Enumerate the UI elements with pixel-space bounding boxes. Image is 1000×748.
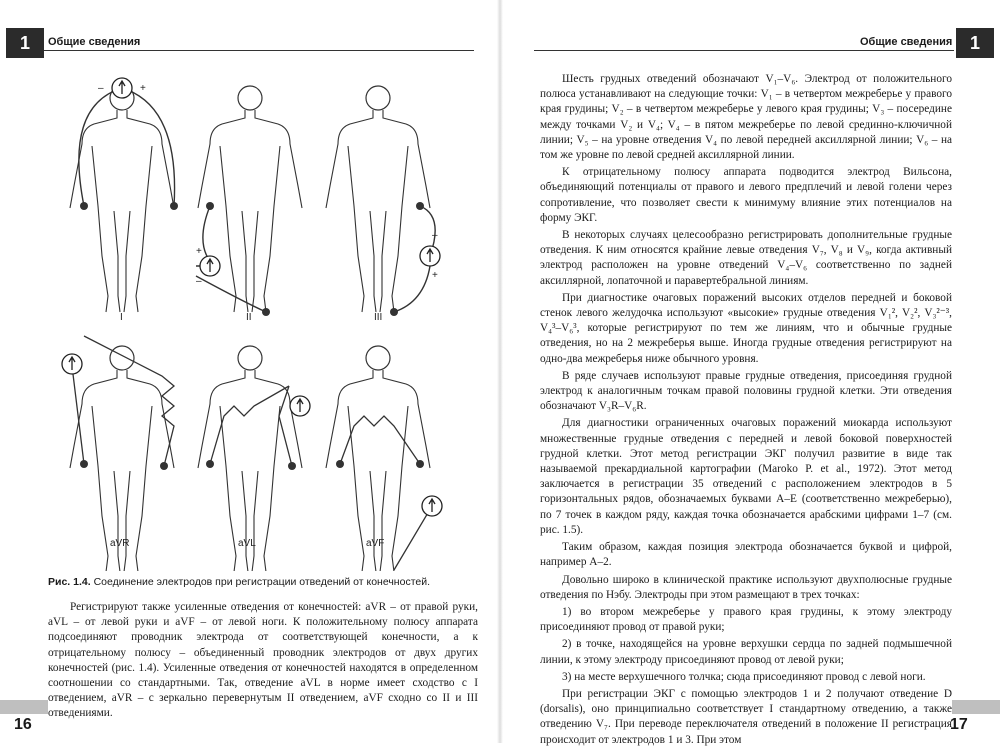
running-header: Общие сведения: [48, 36, 141, 48]
paragraph: Довольно широко в клинической практике используют двухполюсные грудные отведения по Нэбу. Электроды при этом размещают в трех точках:: [540, 573, 952, 601]
lead-label-aVL: aVL: [238, 538, 256, 549]
svg-text:+: +: [140, 83, 146, 94]
paragraph: При диагностике очаговых поражений высоких отделов передней и боковой стенок левого желудочка используют «высокие» грудные отведения V₁², V₂², V₃²⁻³, V₄³–V₆³, которые регистрируют по тем же линиям, что и обычные грудные отведения, но на 2 межреберья выше. Иногда грудные отведения регистрируют на одно-два межреберья ниже обычного уровня.: [540, 291, 952, 365]
lead-label-aVR: aVR: [110, 538, 130, 549]
lead-label-II: II: [246, 312, 252, 323]
paragraph: К отрицательному полюсу аппарата подводится электрод Вильсона, объединяющий потенциалы от правого и левого предплечий и левой голени через сопротивление, что позволяет свести к минимуму влияние этих потенциалов на форму ЭКГ.: [540, 166, 952, 224]
running-header-right: Общие сведения: [860, 36, 953, 48]
svg-text:–: –: [196, 276, 202, 287]
chapter-tab-right: 1: [956, 28, 994, 58]
svg-text:+: +: [432, 270, 438, 281]
right-page-body: [540, 72, 952, 748]
lead-label-III: III: [374, 312, 383, 323]
header-rule: [44, 50, 474, 51]
lead-III-diagram: [326, 86, 440, 316]
paragraph: Регистрируют также усиленные отведения от конечностей: aVR – от правой руки, aVL – от левой руки и aVF – от левой ноги. К положительному полюсу аппарата подсоединяют проводник электрода от соответствующей конечности, а к отрицательному полюсу – объединенный проводник электродов от двух других конечностей (рис. 1.4). Усиленные отведения от конечностей находятся в определенном соотношении со стандартными. Так, отведение aVL в норме имеет сходство с I отведением, aVR – с зеркально перевернутым II отведением, aVF сходно со II и III отведениями.: [48, 601, 478, 720]
paragraph: Шесть грудных отведений обозначают V₁–V₆. Электрод от положительного полюса устанавливают на следующие точки: V₁ – в четвертом межреберье у правого края грудины; V₂ – в четвертом межреберье у левого края грудины; V₃ – посередине между точками V₂ и V₄; V₄ – в пятом межреберье по левой срединно-ключичной линии; V₅ – на уровне отведения V₄ по левой передней аксиллярной линии; V₆ – на том же уровне по левой средней аксиллярной линии.: [540, 73, 952, 162]
book-spine: [497, 0, 503, 743]
header-rule-right: [534, 50, 954, 51]
lead-label-aVF: aVF: [366, 538, 385, 549]
paragraph: Для диагностики ограниченных очаговых поражений миокарда используют множественные грудные отведения с передней и левой боковой поверхностей грудной клетки. Этот метод регистрации ЭКГ получил развитие в виде так называемой прекардиальной картографии (Maroko P. et al., 1972). Этот метод заключается в регистрации 35 отведений с расположением электродов в 5 горизонтальных рядов, обозначаемых буквами A–E (соответственно межреберью), по 7 точек в каждом ряду, каждая точка обозначается арабскими цифрами 1–7 (см. рис. 1.5).: [540, 417, 952, 536]
list-item: 2) в точке, находящейся на уровне верхушки сердца по задней подмышечной линии, к этому электроду присоединяют провод от левой руки;: [540, 638, 952, 666]
paragraph: Таким образом, каждая позиция электрода обозначается буквой и цифрой, например A–2.: [540, 541, 952, 569]
figure-caption-label: Рис. 1.4.: [48, 576, 91, 588]
footer-bar: [0, 700, 48, 714]
figure-limb-leads: [44, 66, 474, 571]
page-number-right: 17: [950, 716, 968, 733]
lead-label-I: I: [120, 312, 123, 323]
paragraph: При регистрации ЭКГ с помощью электродов 1 и 2 получают отведение D (dorsalis), оно принципиально соответствует I стандартному отведению, а также отведению V₇. При переводе переключателя отведений в положение II регистрация происходит от электродов 1 и 3. При этом: [540, 687, 952, 746]
paragraph: В ряде случаев используют правые грудные отведения, присоединяя грудной электрод к аналогичным точкам правой половины грудной клетки. Эти отведения обозначают V₃R–V₆R.: [540, 369, 952, 413]
lead-II-diagram: [196, 86, 302, 316]
paragraph: В некоторых случаях целесообразно регистрировать дополнительные грудные отведения. К ним относятся крайние левые отведения V₇, V₈ и V₉, когда активный электрод расположен на уровне отведений V₄–V₆ соответственно по задней аксиллярной, лопаточной и паравертебральной линиям.: [540, 229, 952, 287]
footer-bar-right: [952, 700, 1000, 714]
figure-caption-text: Соединение электродов при регистрации отведений от конечностей.: [90, 576, 431, 588]
page-number: 16: [14, 716, 32, 733]
figure-caption: [48, 576, 478, 588]
left-page-body: [48, 600, 478, 722]
lead-aVR-diagram: [62, 336, 174, 571]
svg-text:–: –: [432, 230, 438, 241]
list-item: 3) на месте верхушечного толчка; сюда присоединяют провод с левой ноги.: [562, 670, 926, 683]
list-item: 1) во втором межреберье у правого края грудины, к этому электроду присоединяют провод от правой руки;: [540, 605, 952, 634]
svg-text:+: +: [196, 246, 202, 257]
svg-text:–: –: [98, 83, 104, 94]
lead-I-diagram: [70, 78, 178, 312]
chapter-tab: 1: [6, 28, 44, 58]
